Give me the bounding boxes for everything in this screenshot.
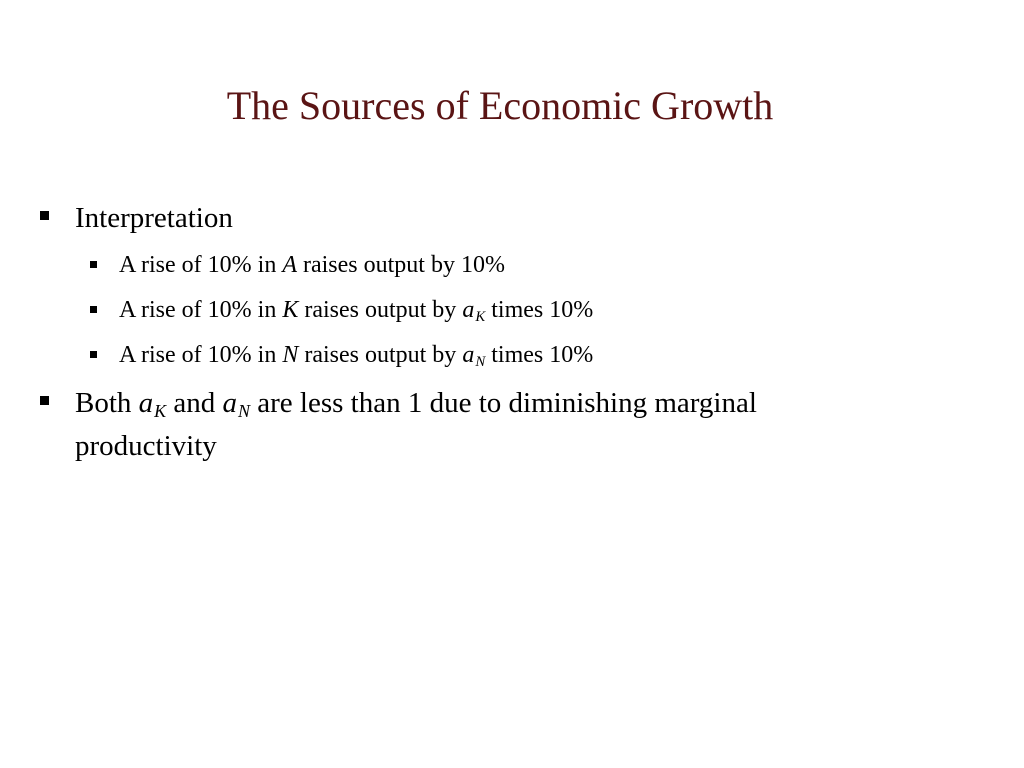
subbullet-suffix: times 10% xyxy=(485,342,594,368)
square-bullet-icon xyxy=(90,261,97,268)
subbullet-middle: raises output by xyxy=(298,342,463,368)
bullet-suffix-line-2: productivity xyxy=(75,430,217,462)
coefficient-a-n: a xyxy=(222,387,238,419)
square-bullet-icon xyxy=(90,306,97,313)
variable-k: K xyxy=(282,297,299,323)
bullet-suffix-line-1: are less than 1 due to diminishing marginal xyxy=(250,387,757,419)
bullet-text: Interpretation xyxy=(75,202,233,234)
subbullet-suffix: times 10% xyxy=(485,297,594,323)
square-bullet-icon xyxy=(90,351,97,358)
variable-a: A xyxy=(282,252,297,278)
subbullet-text xyxy=(119,250,889,280)
coefficient-a: a xyxy=(462,297,475,323)
subbullet-prefix: A rise of 10% in xyxy=(119,297,283,323)
subbullet-middle: raises output by xyxy=(298,297,463,323)
coefficient-a-k: a xyxy=(138,387,154,419)
bullet-text xyxy=(75,383,930,466)
coefficient-subscript-n: N xyxy=(238,401,251,422)
subbullet-prefix: A rise of 10% in xyxy=(119,252,283,278)
subbullet-text xyxy=(119,340,889,373)
coefficient-a: a xyxy=(462,342,475,368)
bullet-connector: and xyxy=(166,387,223,419)
coefficient-subscript-n: N xyxy=(475,354,486,371)
square-bullet-icon xyxy=(40,211,49,220)
square-bullet-icon xyxy=(40,396,49,405)
bullet-prefix: Both xyxy=(75,387,139,419)
coefficient-subscript-k: K xyxy=(154,401,167,422)
subbullet-text xyxy=(119,295,889,328)
variable-n: N xyxy=(282,342,299,368)
subbullet-suffix: raises output by 10% xyxy=(296,252,505,278)
slide-title: The Sources of Economic Growth xyxy=(226,83,774,128)
coefficient-subscript-k: K xyxy=(475,309,486,326)
subbullet-prefix: A rise of 10% in xyxy=(119,342,283,368)
